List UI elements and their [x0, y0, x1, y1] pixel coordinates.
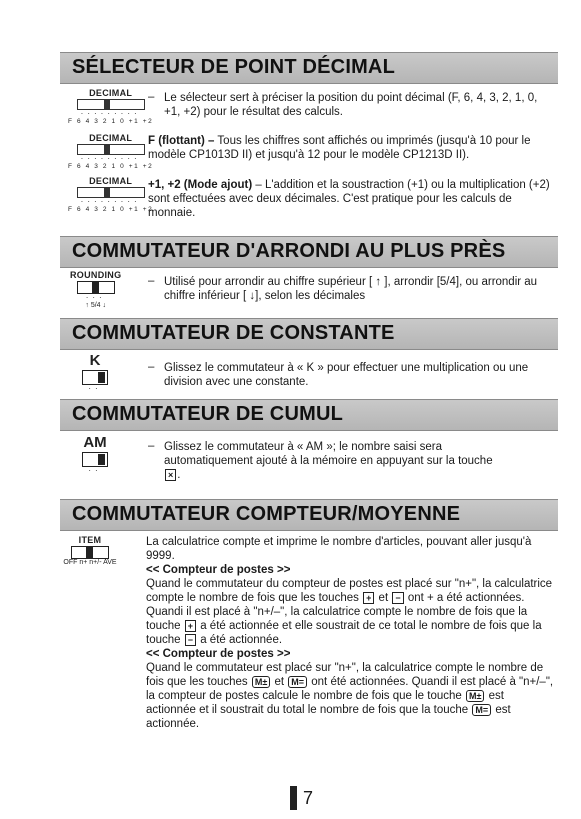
memory-plus-minus-key-icon: M±	[466, 690, 484, 702]
intro: La calculatrice compte et imprime le nombre d'articles, pouvant aller jusqu'à 9999.	[146, 536, 532, 562]
text: est actionnée et il soustrait du total le nombre de fois que la touche	[146, 690, 504, 716]
text: est actionnée.	[146, 704, 511, 730]
switch-label: DECIMAL	[89, 133, 133, 143]
subheading: << Compteur de postes >>	[146, 648, 291, 660]
slider-icon	[77, 187, 145, 198]
section-header-cumul	[60, 399, 558, 431]
section-title: COMMUTATEUR D'ARRONDI AU PLUS PRÈS	[72, 240, 506, 262]
switch-scale: F 6 4 3 2 1 0 +1 +2	[68, 163, 154, 170]
constant-switch-illustration	[80, 352, 110, 393]
decimal-desc-2	[148, 134, 558, 162]
section-header-rounding	[60, 236, 558, 268]
cumul-switch-illustration	[78, 434, 112, 475]
term-float: F (flottant) –	[148, 135, 215, 147]
rounding-desc: Utilisé pour arrondir au chiffre supérieur [ ↑ ], arrondir [5/4], ou arrondir au chiffre inférieur [ ↓], selon les décimales	[164, 276, 538, 302]
slider-icon	[77, 281, 115, 294]
text: Quand le commutateur du compteur de postes est placé sur "n+", la calculatrice compte le nombre de fois que les touches	[146, 578, 553, 604]
switch-label: AM	[83, 434, 107, 451]
switch-label: ROUNDING	[70, 270, 122, 280]
switch-scale: ↑ 5/4 ↓	[85, 302, 107, 309]
text: a été actionnée.	[200, 634, 283, 646]
decimal-desc-1: Le sélecteur sert à préciser la position du point décimal (F, 6, 4, 3, 2, 1, 0, +1, +2) pour le résultat des calculs.	[164, 92, 538, 118]
term-add-mode: +1, +2 (Mode ajout)	[148, 179, 253, 191]
cumul-desc	[164, 440, 494, 482]
paragraph-1	[146, 577, 554, 647]
text: .	[177, 469, 181, 481]
memory-plus-minus-key-icon: M±	[252, 676, 270, 688]
switch-label: ITEM	[78, 535, 102, 545]
dash: –	[148, 440, 155, 452]
dash: –	[148, 91, 155, 103]
slider-icon	[82, 452, 108, 467]
section-title: COMMUTATEUR DE CONSTANTE	[72, 322, 395, 344]
page-number: 7	[303, 788, 314, 808]
text: ont + a été actionnées. Quandi il est placé à "n+/–", la calculatrice compte le nombre de fois que la touche	[146, 592, 528, 632]
decimal-switch-illustration	[68, 88, 153, 125]
text: Tous les chiffres sont affichés ou imprimés (jusqu'à 10 pour le modèle CP1013D II) et jusqu'à 12 pour le modèle CP1213D II).	[148, 135, 531, 161]
dots: ·········	[80, 109, 141, 118]
slider-icon	[77, 99, 145, 110]
section-title: COMMUTATEUR DE CUMUL	[72, 403, 344, 425]
switch-label: DECIMAL	[89, 176, 133, 186]
text: Glissez le commutateur à « AM »; le nombre saisi sera automatiquement ajouté à la mémoire en appuyant sur la touche	[164, 441, 493, 467]
minus-key-icon: −	[392, 592, 403, 604]
switch-scale: F 6 4 3 2 1 0 +1 +2	[68, 118, 154, 125]
dots: ··	[88, 466, 102, 475]
text: Quand le commutateur est placé sur "n+", la calculatrice compte le nombre de fois que les touches	[146, 662, 544, 688]
section-header-decimal	[60, 52, 558, 84]
dash: –	[148, 361, 155, 373]
dots: ·········	[80, 154, 141, 163]
decimal-switch-illustration-add	[68, 176, 153, 213]
memory-equals-key-icon: M=	[472, 704, 491, 716]
decimal-desc-3	[148, 178, 558, 220]
counter-switch-illustration	[40, 535, 140, 566]
section-header-constant	[60, 318, 558, 350]
slider-icon	[71, 546, 109, 559]
switch-scale: OFF n+ n+/- AVE	[63, 559, 117, 566]
counter-text	[146, 535, 554, 731]
text: ont été actionnées. Quandi il est placé à "n+/–", la compteur de postes calcule le nombre de fois que le touche	[146, 676, 554, 702]
multiply-key-icon: ×	[165, 469, 176, 481]
section-title: COMMUTATEUR COMPTEUR/MOYENNE	[72, 503, 461, 525]
constant-desc: Glissez le commutateur à « K » pour effectuer une multiplication ou une division avec une constante.	[164, 362, 529, 388]
plus-key-icon: +	[185, 620, 196, 632]
text: et	[378, 592, 389, 604]
section-title: SÉLECTEUR DE POINT DÉCIMAL	[72, 56, 395, 78]
switch-label: K	[89, 352, 101, 369]
decimal-switch-illustration-float	[68, 133, 153, 170]
section-header-counter	[60, 499, 558, 531]
dots: ·········	[80, 197, 141, 206]
text: – L'addition et la soustraction (+1) ou la multiplication (+2) sont effectuées avec deux décimales. C'est pratique pour les calculs de monnaie.	[148, 179, 550, 219]
dots: ··	[88, 384, 102, 393]
slider-icon	[77, 144, 145, 155]
switch-label: DECIMAL	[89, 88, 133, 98]
paragraph-2	[146, 661, 554, 731]
rounding-switch-illustration	[70, 270, 121, 309]
slider-icon	[82, 370, 108, 385]
subheading: << Compteur de postes >>	[146, 564, 291, 576]
page-number-bar	[290, 786, 297, 810]
text: a été actionnée et elle soustrait de ce total le nombre de fois que la touche	[146, 620, 542, 646]
minus-key-icon: −	[185, 634, 196, 646]
plus-key-icon: +	[363, 592, 374, 604]
memory-equals-key-icon: M=	[288, 676, 307, 688]
text: et	[274, 676, 285, 688]
switch-scale: F 6 4 3 2 1 0 +1 +2	[68, 206, 154, 213]
dash: –	[148, 275, 155, 287]
dots: ···	[85, 293, 106, 302]
